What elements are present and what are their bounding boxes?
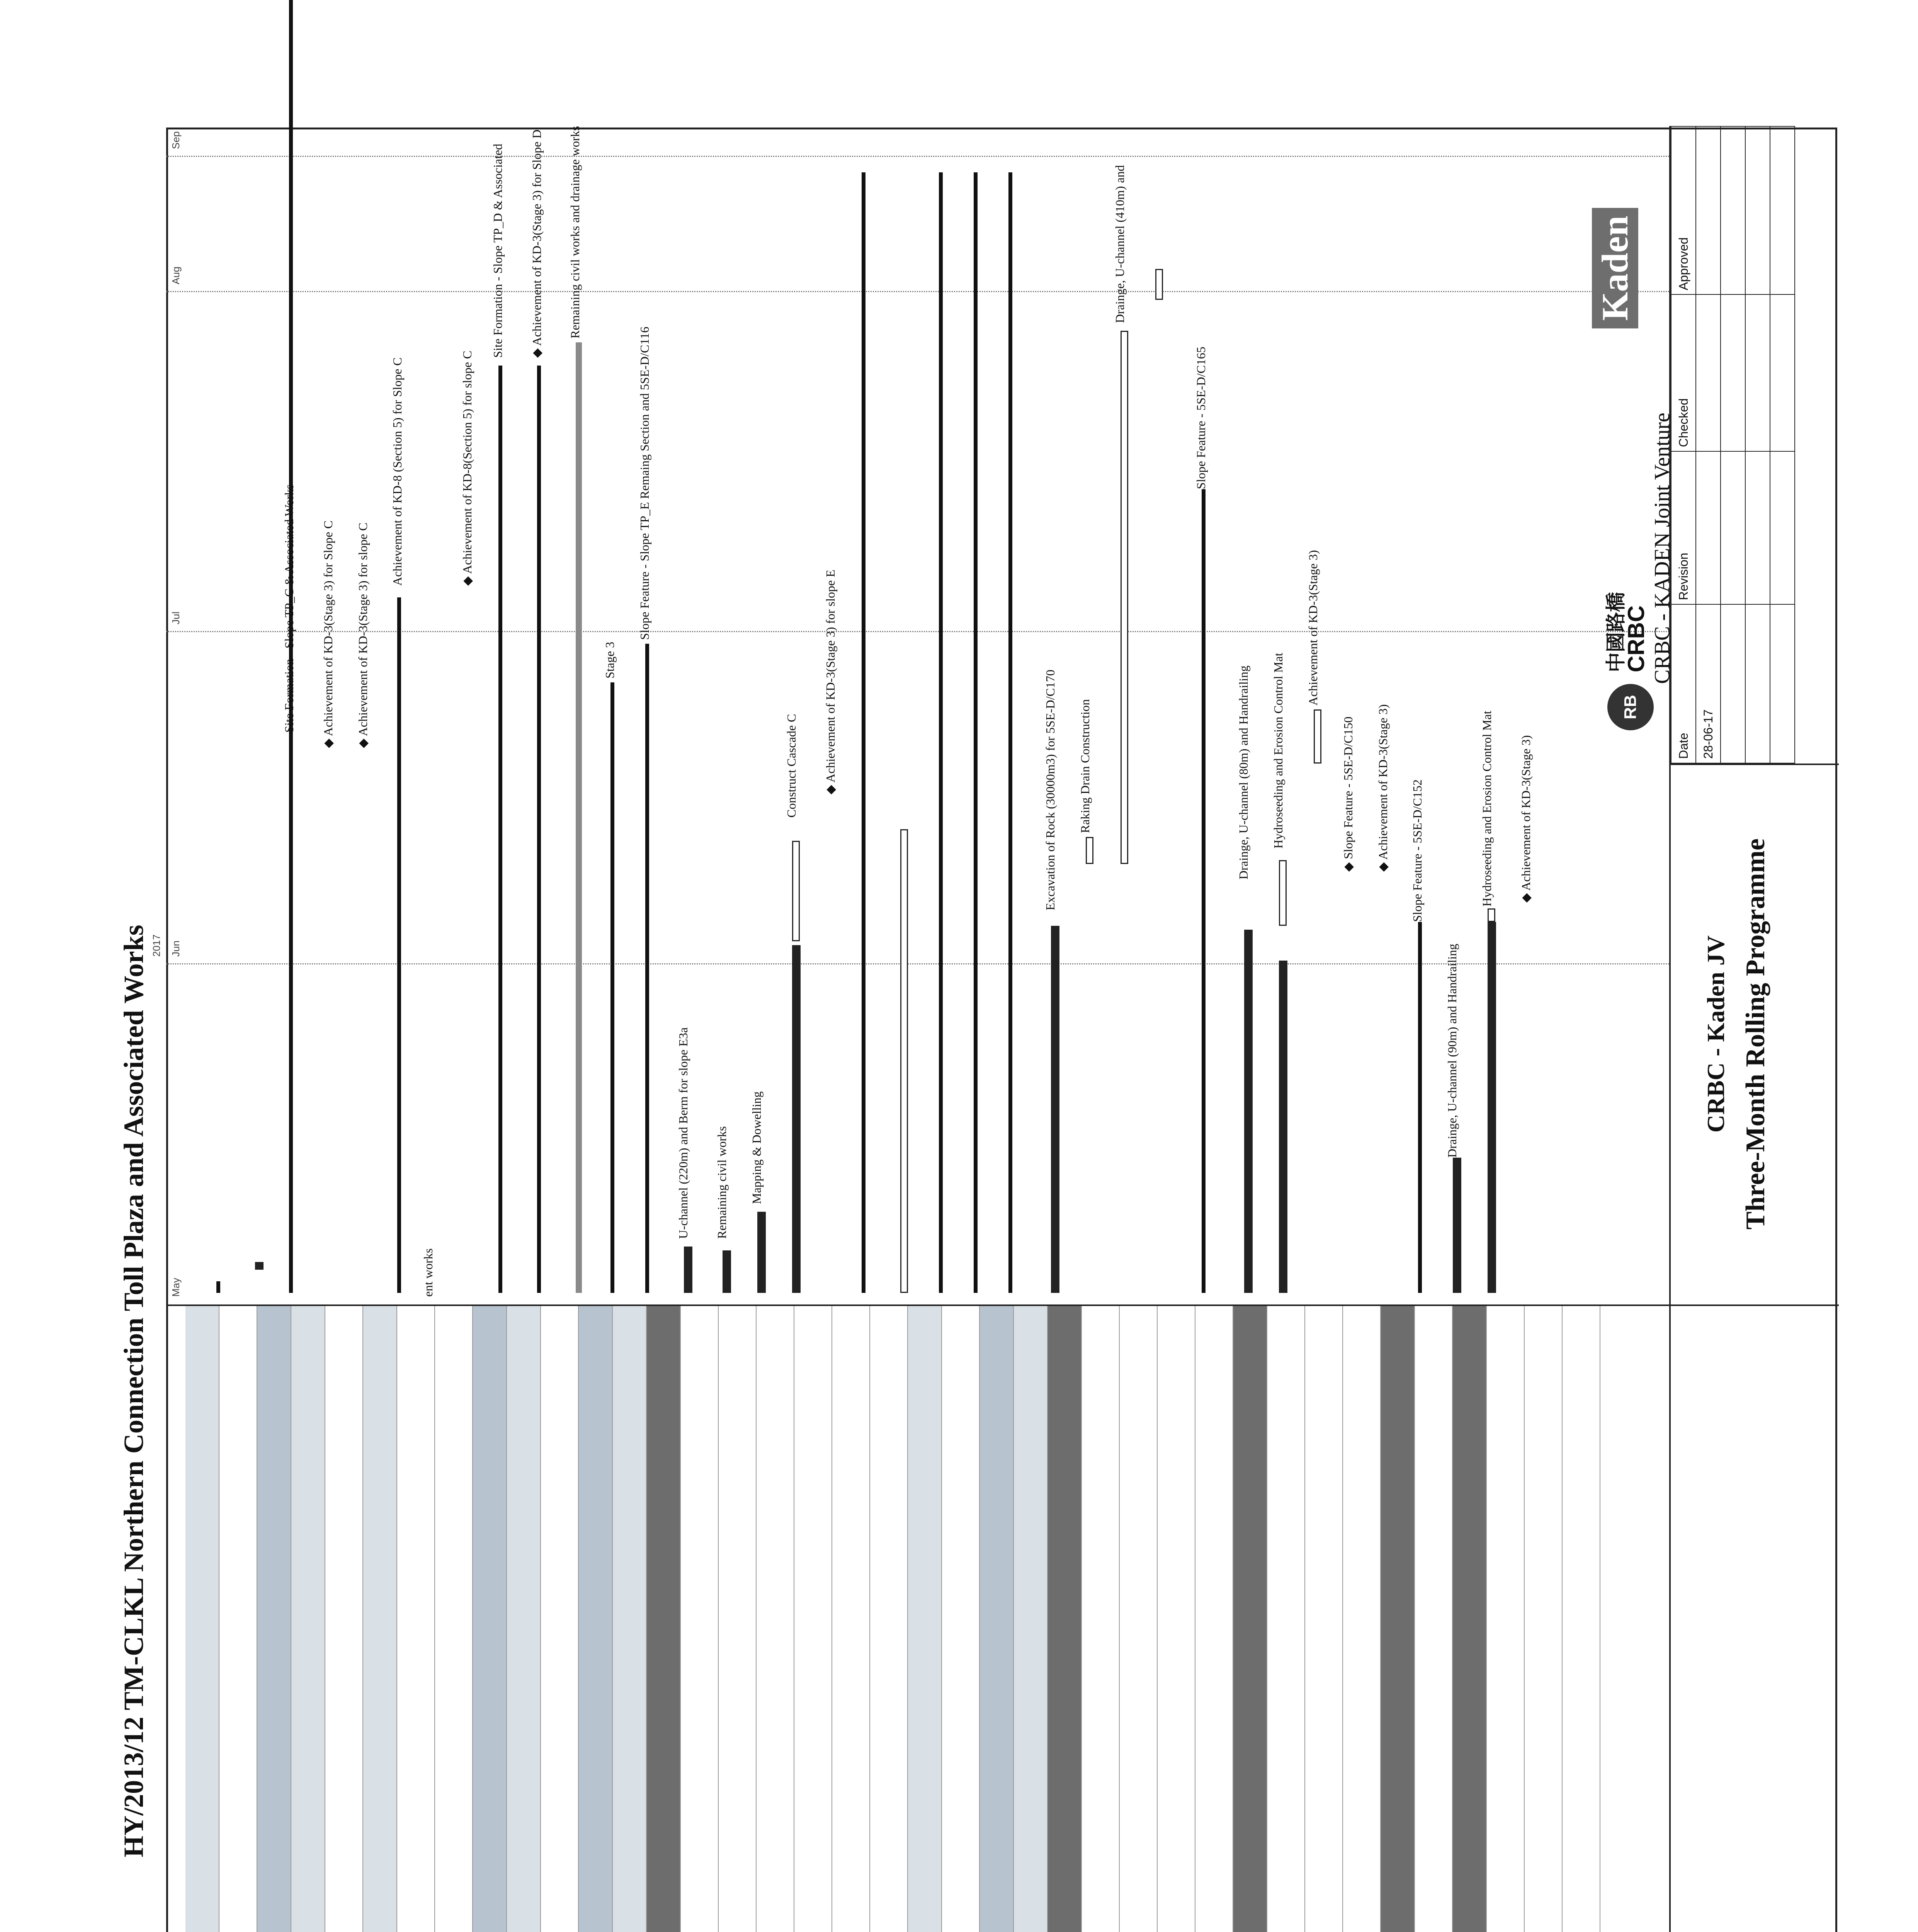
milestone-text: Achievement of KD-3(Stage 3) for slope C xyxy=(356,522,370,736)
bar-label: Remaining civil works xyxy=(715,1126,729,1239)
activity-row[interactable] xyxy=(794,1306,832,1932)
activity-row[interactable] xyxy=(1158,1306,1195,1932)
logo-chinese: 中國路橋 xyxy=(1605,592,1627,672)
bar-label: Excavation of Rock (30000m3) for 5SE-D/C170 xyxy=(1043,670,1057,910)
remaining-work-bar xyxy=(1488,908,1495,922)
legend xyxy=(1669,1306,1839,1932)
group-row[interactable] xyxy=(1453,1306,1487,1932)
activity-row[interactable] xyxy=(1415,1306,1453,1932)
milestone-text: Slope Feature - 5SE-D/C150 xyxy=(1341,716,1355,859)
group-row[interactable] xyxy=(473,1306,507,1932)
actual-work-bar xyxy=(1279,961,1287,1293)
activity-row[interactable] xyxy=(325,1306,363,1932)
remaining-work-bar xyxy=(792,841,800,941)
gantt-chart xyxy=(151,126,1669,1306)
milestone-text: Achievement of KD-3(Stage 3) xyxy=(1376,704,1390,860)
activity-row[interactable] xyxy=(1525,1306,1563,1932)
summary-bar xyxy=(498,366,502,1293)
summary-bar xyxy=(862,172,865,1293)
rev-head-revision: Revision xyxy=(1671,451,1696,604)
bar-label: Raking Drain Construction xyxy=(1078,699,1092,833)
bar-label: Slope Feature - 5SE-D/C165 xyxy=(1194,347,1208,489)
actual-work-bar xyxy=(255,1262,264,1270)
bar-label: Slope Feature - 5SE-D/C152 xyxy=(1410,779,1424,922)
summary-bar xyxy=(1202,489,1206,1293)
activity-row[interactable] xyxy=(397,1306,435,1932)
activity-row[interactable] xyxy=(1487,1306,1525,1932)
group-row[interactable] xyxy=(613,1306,647,1932)
footer-company: CRBC - Kaden JV xyxy=(1702,935,1729,1133)
footer-title-box xyxy=(1669,764,1839,1306)
year-label: 2017 xyxy=(151,934,162,957)
logo-crbc: CRBC xyxy=(1623,605,1649,672)
activity-row[interactable] xyxy=(719,1306,757,1932)
month-sep: Sep xyxy=(170,131,182,149)
bar-label: Achievement of KD-3(Stage 3) xyxy=(1306,550,1320,706)
milestone-icon: ◆ xyxy=(460,574,474,586)
milestone-icon: ◆ xyxy=(530,346,544,358)
milestone-label xyxy=(355,522,370,748)
month-aug: Aug xyxy=(170,266,182,284)
summary-bar xyxy=(939,172,943,1293)
rev-head-approved: Approved xyxy=(1671,126,1696,294)
summary-bar xyxy=(397,597,401,1293)
group-row[interactable] xyxy=(647,1306,681,1932)
milestone-text: Achievement of KD-8(Section 5) for slope C xyxy=(460,350,474,574)
rb-logo-icon: RB xyxy=(1607,684,1654,730)
group-row[interactable] xyxy=(908,1306,942,1932)
milestone-icon: ◆ xyxy=(823,782,837,794)
milestone-text: Achievement of KD-3(Stage 3) for slope E xyxy=(823,570,837,783)
actual-work-bar xyxy=(792,945,801,1293)
actual-work-bar xyxy=(684,1247,692,1293)
gridline-aug xyxy=(166,291,1669,292)
group-row[interactable] xyxy=(291,1306,325,1932)
milestone-text: Achievement of KD-3(Stage 3) for Slope D xyxy=(530,129,544,346)
group-row[interactable] xyxy=(363,1306,397,1932)
bar-label: Slope Feature - Slope TP_E Remaing Section and 5SE-D/C116 xyxy=(638,327,651,640)
activity-row[interactable] xyxy=(1082,1306,1120,1932)
activity-row[interactable] xyxy=(435,1306,473,1932)
rev-date: 28-06-17 xyxy=(1696,604,1721,763)
remaining-work-bar xyxy=(1121,331,1128,864)
milestone-label xyxy=(1518,735,1533,903)
actual-work-bar xyxy=(757,1212,766,1293)
milestone-label xyxy=(529,129,544,358)
milestone-text: Achievement of KD-3(Stage 3) for Slope C xyxy=(321,520,335,736)
month-jun: Jun xyxy=(170,940,182,957)
activity-row[interactable] xyxy=(541,1306,579,1932)
bar-label: Drainge, U-channel (90m) and Handrailing xyxy=(1445,944,1459,1158)
milestone-icon: ◆ xyxy=(1519,891,1533,903)
activity-row[interactable] xyxy=(757,1306,794,1932)
revision-table xyxy=(1669,126,1839,765)
group-row[interactable] xyxy=(257,1306,291,1932)
milestone-label xyxy=(321,520,335,748)
group-row[interactable] xyxy=(579,1306,613,1932)
activity-row[interactable] xyxy=(1267,1306,1305,1932)
milestone-label xyxy=(460,351,474,586)
group-row[interactable] xyxy=(185,1306,219,1932)
summary-bar xyxy=(1008,172,1012,1293)
group-row[interactable] xyxy=(1048,1306,1082,1932)
remaining-work-bar xyxy=(1086,837,1093,864)
activity-row[interactable] xyxy=(832,1306,870,1932)
actual-work-bar xyxy=(1244,930,1253,1293)
group-row[interactable] xyxy=(507,1306,541,1932)
bar-label: Mapping & Dowelling xyxy=(750,1091,763,1204)
bar-label: Site Formation - Slope TP_C & Associated Works xyxy=(282,484,296,733)
rev-head-date: Date xyxy=(1671,604,1696,763)
remaining-work-bar xyxy=(1279,860,1287,926)
summary-bar xyxy=(645,644,649,1293)
group-row[interactable] xyxy=(1014,1306,1048,1932)
actual-work-bar xyxy=(1051,926,1059,1293)
activity-row[interactable] xyxy=(942,1306,980,1932)
activity-row[interactable] xyxy=(1305,1306,1343,1932)
jv-name: CRBC - KADEN Joint Venture xyxy=(1650,412,1674,684)
bar-label: Stage 3 xyxy=(603,641,617,679)
group-row[interactable] xyxy=(1381,1306,1415,1932)
milestone-label xyxy=(1376,704,1390,872)
footer-programme: Three-Month Rolling Programme xyxy=(1741,838,1770,1230)
milestone-icon: ◆ xyxy=(356,736,370,748)
bar-label: Drainge, U-channel (410m) and xyxy=(1113,165,1127,323)
level-of-effort-bar xyxy=(576,342,582,1293)
bar-label: Remaining civil works and drainage works xyxy=(568,126,582,338)
bar-label: Hydroseeding and Erosion Control Mat xyxy=(1480,711,1494,906)
group-row[interactable] xyxy=(980,1306,1014,1932)
remaining-work-bar xyxy=(900,829,908,1293)
gridline-sep xyxy=(166,156,1669,157)
activity-row[interactable] xyxy=(1120,1306,1158,1932)
bar-label: Construct Cascade C xyxy=(784,714,798,818)
actual-work-bar xyxy=(1488,922,1496,1293)
month-jul: Jul xyxy=(170,611,182,624)
summary-bar xyxy=(974,172,978,1293)
summary-bar xyxy=(610,682,614,1293)
activity-row[interactable] xyxy=(1195,1306,1233,1932)
bar-label: ent works xyxy=(421,1248,435,1297)
bar-label: Site Formation - Slope TP_D & Associated xyxy=(491,143,505,358)
project-title: HY/2013/12 TM-CLKL Northern Connection Toll Plaza and Associated Works xyxy=(118,925,149,1857)
activity-row[interactable] xyxy=(681,1306,719,1932)
gridline-jul xyxy=(166,631,1669,632)
summary-bar xyxy=(1418,922,1422,1293)
activity-row[interactable] xyxy=(219,1306,257,1932)
gridline-jun xyxy=(166,963,1669,964)
bar-label: Hydroseeding and Erosion Control Mat xyxy=(1271,653,1285,849)
remaining-work-bar xyxy=(1314,709,1321,764)
actual-work-bar xyxy=(723,1250,731,1293)
activity-row[interactable] xyxy=(870,1306,908,1932)
activity-row[interactable] xyxy=(1343,1306,1381,1932)
activity-row[interactable] xyxy=(1563,1306,1600,1932)
remaining-work-bar xyxy=(1155,269,1163,300)
milestone-label xyxy=(823,570,838,794)
group-row[interactable] xyxy=(1233,1306,1267,1932)
actual-work-bar xyxy=(1453,1158,1461,1293)
bar-label: Achievement of KD-8 (Section 5) for Slope C xyxy=(390,357,404,586)
bar-label: Drainge, U-channel (80m) and Handrailing xyxy=(1236,665,1250,879)
milestone-text: Achievement of KD-3(Stage 3) xyxy=(1519,735,1533,891)
kaden-logo: Kaden xyxy=(1592,208,1638,328)
summary-bar xyxy=(537,366,541,1293)
col-activity-name xyxy=(166,1306,187,1932)
milestone-icon: ◆ xyxy=(321,736,335,748)
month-may: May xyxy=(170,1277,182,1297)
summary-bar xyxy=(216,1281,220,1293)
milestone-label xyxy=(1341,717,1355,872)
milestone-icon: ◆ xyxy=(1341,859,1355,872)
milestone-icon: ◆ xyxy=(1376,860,1390,872)
rev-head-checked: Checked xyxy=(1671,294,1696,451)
bar-label: U-channel (220m) and Berm for slope E3a xyxy=(676,1027,690,1239)
